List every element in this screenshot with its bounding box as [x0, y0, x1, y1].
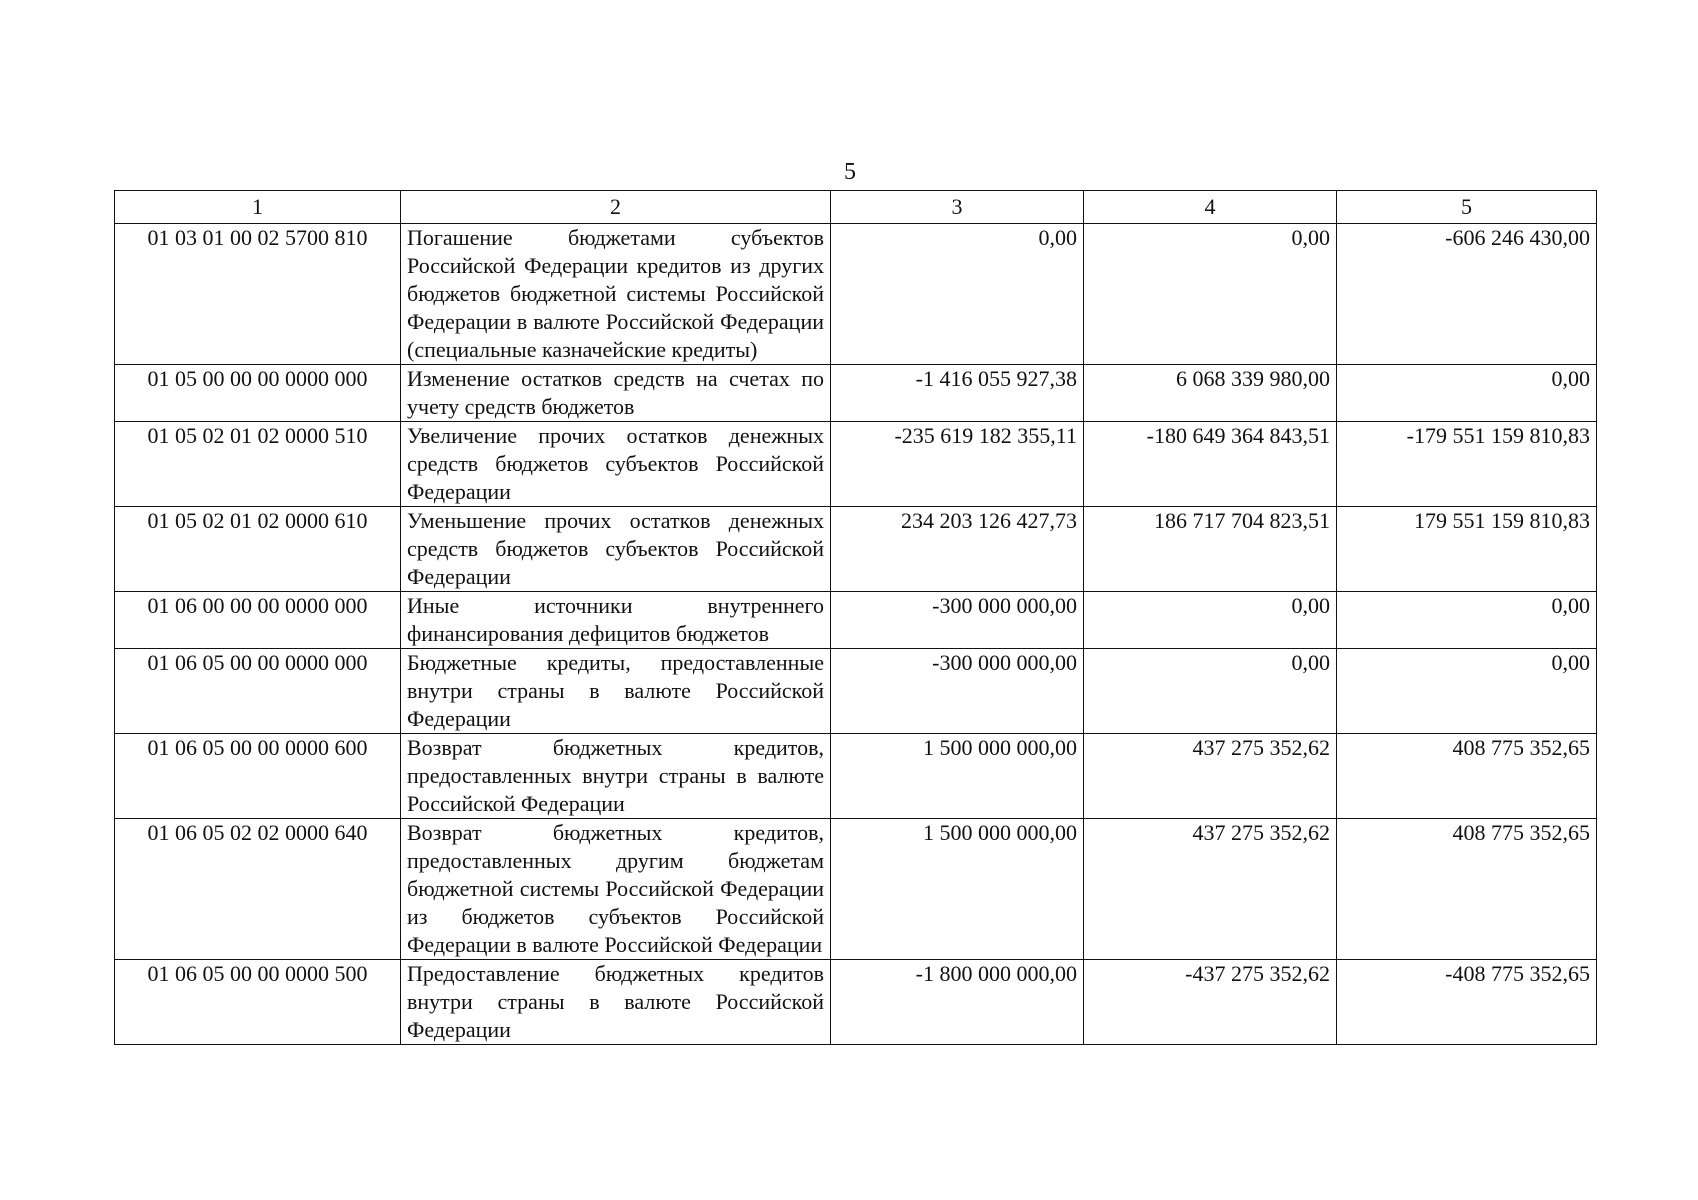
- table-row: [115, 592, 1597, 649]
- row-value-col5: 0,00: [1337, 365, 1597, 422]
- column-header-3: 3: [831, 191, 1084, 224]
- row-code: 01 06 05 00 00 0000 000: [115, 649, 401, 734]
- row-code: 01 05 02 01 02 0000 510: [115, 422, 401, 507]
- row-value-col5: 408 775 352,65: [1337, 734, 1597, 819]
- row-description: Погашение бюджетами субъектов Российской Федерации кредитов из других бюджетов бюджетной системы Российской Федерации в валюте Российской Федерации (специальные казначейские кредиты): [401, 224, 831, 365]
- table-row: [115, 734, 1597, 819]
- table-row: [115, 960, 1597, 1045]
- column-header-1: 1: [115, 191, 401, 224]
- row-value-col4: 0,00: [1084, 592, 1337, 649]
- table-row: [115, 224, 1597, 365]
- row-value-col5: 0,00: [1337, 649, 1597, 734]
- row-value-col5: 179 551 159 810,83: [1337, 507, 1597, 592]
- row-code: 01 05 02 01 02 0000 610: [115, 507, 401, 592]
- row-code: 01 06 05 02 02 0000 640: [115, 819, 401, 960]
- row-value-col4: 186 717 704 823,51: [1084, 507, 1337, 592]
- row-value-col5: -179 551 159 810,83: [1337, 422, 1597, 507]
- row-value-col5: -606 246 430,00: [1337, 224, 1597, 365]
- row-value-col3: -235 619 182 355,11: [831, 422, 1084, 507]
- row-value-col4: 0,00: [1084, 224, 1337, 365]
- row-value-col4: 437 275 352,62: [1084, 734, 1337, 819]
- row-description: Увеличение прочих остатков денежных средств бюджетов субъектов Российской Федерации: [401, 422, 831, 507]
- row-value-col3: 234 203 126 427,73: [831, 507, 1084, 592]
- row-value-col3: 1 500 000 000,00: [831, 819, 1084, 960]
- row-value-col4: -180 649 364 843,51: [1084, 422, 1337, 507]
- row-description: Уменьшение прочих остатков денежных средств бюджетов субъектов Российской Федерации: [401, 507, 831, 592]
- row-value-col5: 0,00: [1337, 592, 1597, 649]
- row-value-col3: -300 000 000,00: [831, 592, 1084, 649]
- table-row: [115, 819, 1597, 960]
- row-value-col4: 6 068 339 980,00: [1084, 365, 1337, 422]
- row-value-col3: -1 800 000 000,00: [831, 960, 1084, 1045]
- table-row: [115, 507, 1597, 592]
- table-row: [115, 422, 1597, 507]
- row-value-col4: 437 275 352,62: [1084, 819, 1337, 960]
- column-header-2: 2: [401, 191, 831, 224]
- row-code: 01 06 05 00 00 0000 500: [115, 960, 401, 1045]
- row-value-col5: 408 775 352,65: [1337, 819, 1597, 960]
- row-description: Возврат бюджетных кредитов, предоставленных другим бюджетам бюджетной системы Российской Федерации из бюджетов субъектов Российской Федерации в валюте Российской Федерации: [401, 819, 831, 960]
- row-value-col3: -1 416 055 927,38: [831, 365, 1084, 422]
- row-description: Бюджетные кредиты, предоставленные внутри страны в валюте Российской Федерации: [401, 649, 831, 734]
- budget-sources-table: [114, 190, 1597, 1045]
- table-row: [115, 365, 1597, 422]
- row-value-col5: -408 775 352,65: [1337, 960, 1597, 1045]
- row-code: 01 06 00 00 00 0000 000: [115, 592, 401, 649]
- table-header-row: [115, 191, 1597, 224]
- row-value-col4: -437 275 352,62: [1084, 960, 1337, 1045]
- row-value-col3: -300 000 000,00: [831, 649, 1084, 734]
- column-header-4: 4: [1084, 191, 1337, 224]
- row-code: 01 03 01 00 02 5700 810: [115, 224, 401, 365]
- row-value-col3: 0,00: [831, 224, 1084, 365]
- row-description: Возврат бюджетных кредитов, предоставленных внутри страны в валюте Российской Федерации: [401, 734, 831, 819]
- table-row: [115, 649, 1597, 734]
- row-value-col4: 0,00: [1084, 649, 1337, 734]
- row-description: Предоставление бюджетных кредитов внутри страны в валюте Российской Федерации: [401, 960, 831, 1045]
- row-code: 01 06 05 00 00 0000 600: [115, 734, 401, 819]
- row-value-col3: 1 500 000 000,00: [831, 734, 1084, 819]
- column-header-5: 5: [1337, 191, 1597, 224]
- row-code: 01 05 00 00 00 0000 000: [115, 365, 401, 422]
- row-description: Изменение остатков средств на счетах по учету средств бюджетов: [401, 365, 831, 422]
- page-number: 5: [844, 159, 856, 185]
- row-description: Иные источники внутреннего финансирования дефицитов бюджетов: [401, 592, 831, 649]
